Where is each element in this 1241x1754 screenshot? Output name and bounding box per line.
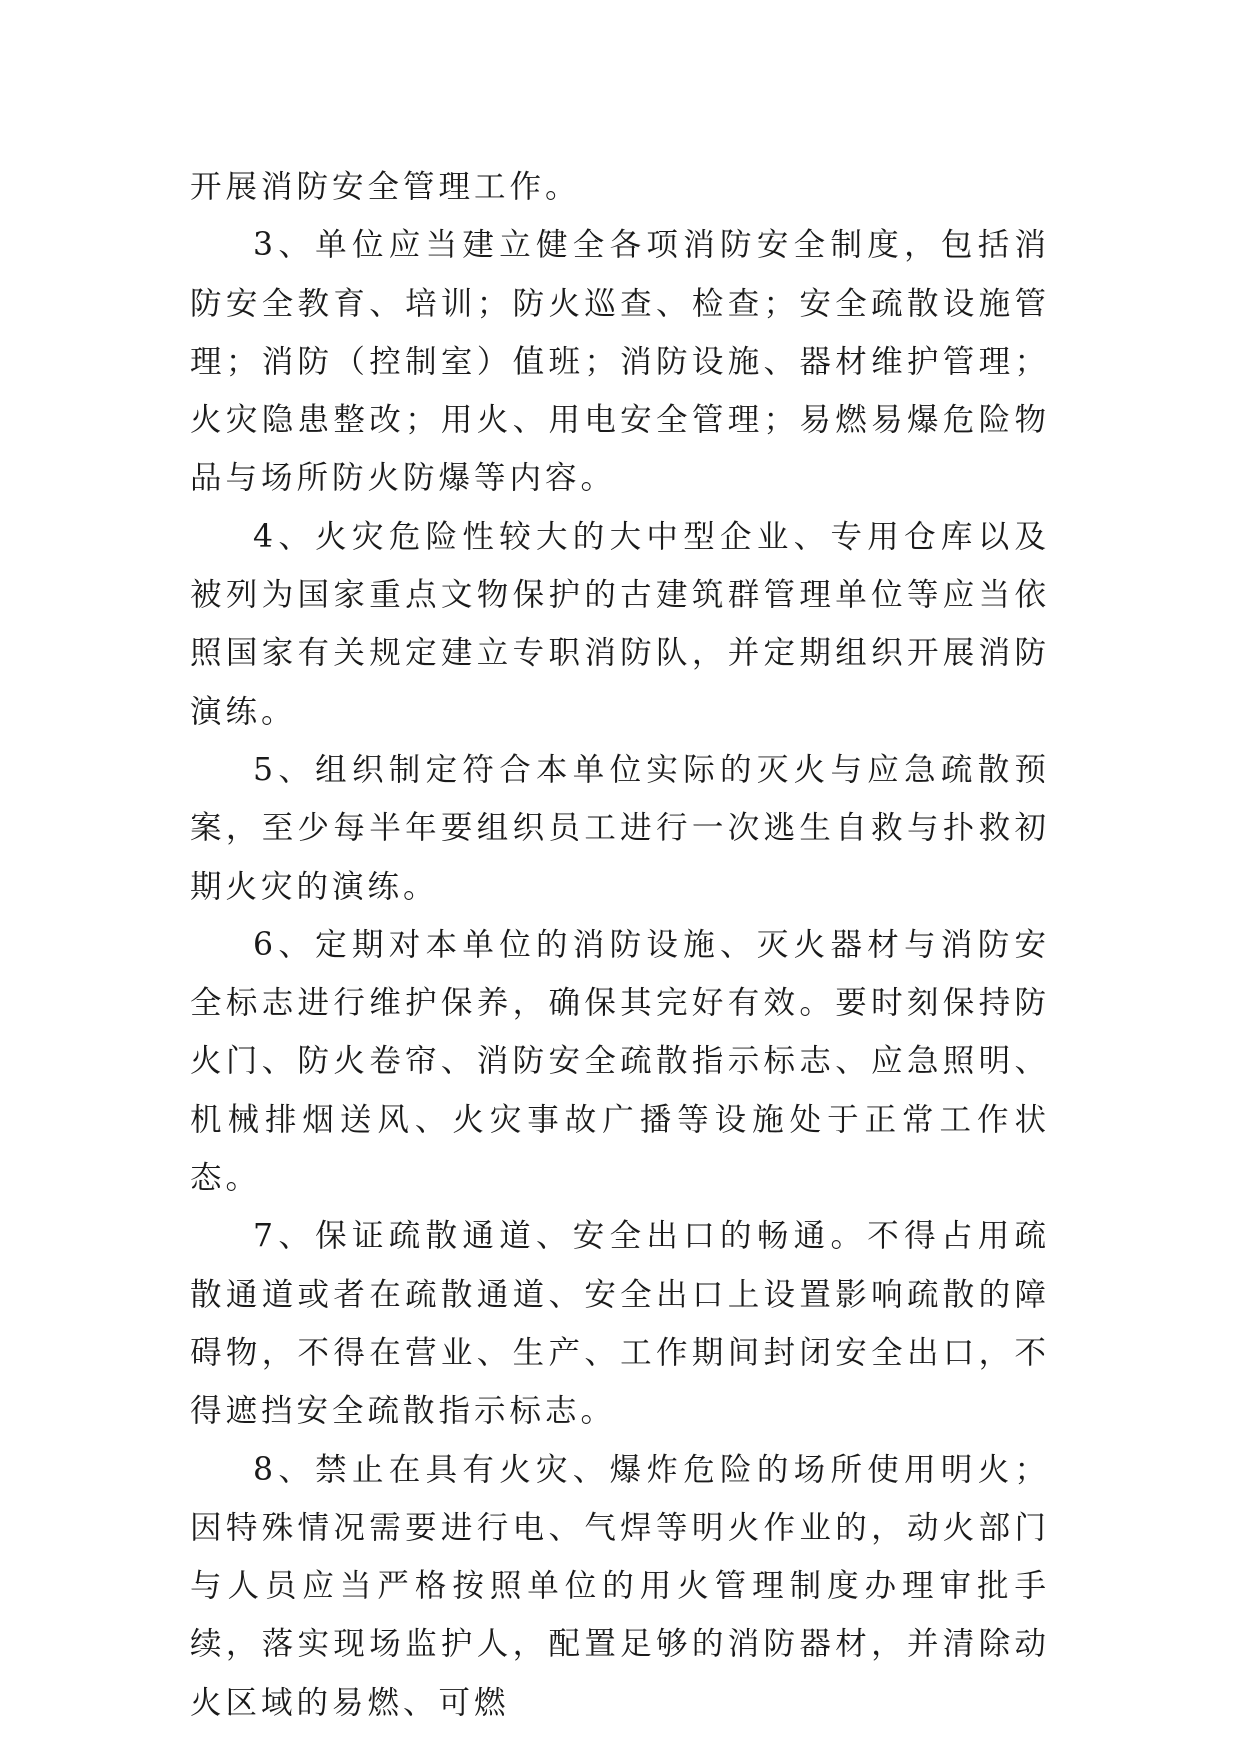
paragraph-continuation: 开展消防安全管理工作。 <box>190 169 581 205</box>
paragraph-item-6: 6、定期对本单位的消防设施、灭火器材与消防安全标志进行维护保养，确保其完好有效。要时刻保持防火门、防火卷帘、消防安全疏散指示标志、应急照明、机械排烟送风、火灾事故广播等设施处于正常工作状态。 <box>190 926 1050 1197</box>
paragraph-item-4: 4、火灾危险性较大的大中型企业、专用仓库以及被列为国家重点文物保护的古建筑群管理单位等应当依照国家有关规定建立专职消防队，并定期组织开展消防演练。 <box>190 518 1050 730</box>
document-body <box>190 158 1050 1732</box>
paragraph-item-3: 3、单位应当建立健全各项消防安全制度，包括消防安全教育、培训；防火巡查、检查；安全疏散设施管理；消防（控制室）值班；消防设施、器材维护管理；火灾隐患整改；用火、用电安全管理；易燃易爆危险物品与场所防火防爆等内容。 <box>190 227 1050 497</box>
paragraph-item-7: 7、保证疏散通道、安全出口的畅通。不得占用疏散通道或者在疏散通道、安全出口上设置影响疏散的障碍物，不得在营业、生产、工作期间封闭安全出口，不得遮挡安全疏散指示标志。 <box>190 1218 1050 1430</box>
paragraph-item-5: 5、组织制定符合本单位实际的灭火与应急疏散预案，至少每半年要组织员工进行一次逃生自救与扑救初期火灾的演练。 <box>190 751 1050 905</box>
paragraph-item-8: 8、禁止在具有火灾、爆炸危险的场所使用明火；因特殊情况需要进行电、气焊等明火作业的，动火部门与人员应当严格按照单位的用火管理制度办理审批手续，落实现场监护人，配置足够的消防器材，并清除动火区域的易燃、可燃 <box>190 1451 1050 1721</box>
